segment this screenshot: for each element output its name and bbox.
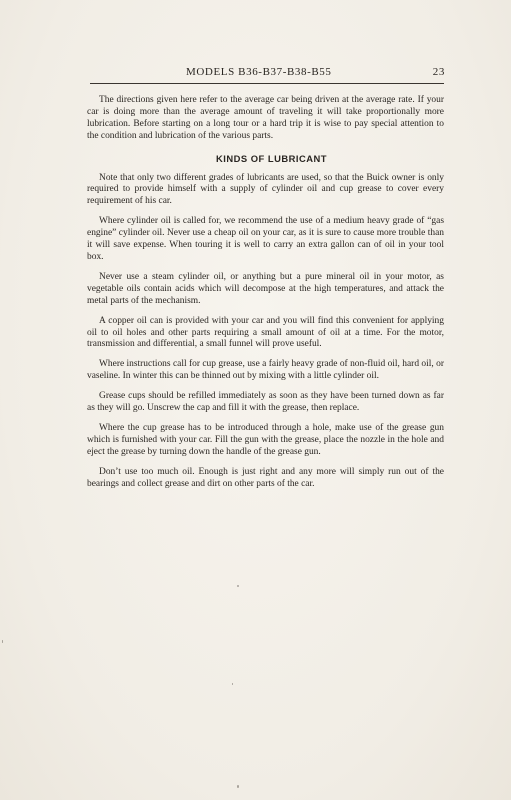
page-number: 23 bbox=[432, 66, 445, 78]
body-paragraph: Grease cups should be refilled immediately as soon as they have been turned down as far as they will go. Unscrew the cap and fill it with the grease, then replace. bbox=[87, 391, 444, 414]
paper-speck bbox=[232, 683, 233, 685]
paper-speck bbox=[2, 640, 3, 643]
paper-speck bbox=[237, 585, 239, 587]
page-body bbox=[87, 95, 444, 498]
section-heading: KINDS OF LUBRICANT bbox=[215, 152, 328, 164]
body-paragraph: Where the cup grease has to be introduced through a hole, make use of the grease gun which is furnished with your car. Fill the gun with the grease, place the nozzle in the hole and eject the grease by turning down the handle of the grease gun. bbox=[87, 422, 444, 457]
paper-speck bbox=[237, 785, 239, 788]
body-paragraph: Where cylinder oil is called for, we recommend the use of a medium heavy grade of “gas engine” cylinder oil. Never use a cheap oil on your car, as it is sure to cause more trouble than it will save expense. When touring it is well to carry an extra gallon can of oil in your tool box. bbox=[87, 216, 444, 262]
body-paragraph: Never use a steam cylinder oil, or anything but a pure mineral oil in your motor, as vegetable oils contain acids which will decompose at the high temperatures, and attack the metal parts of the mechanism. bbox=[87, 271, 444, 306]
body-paragraph: Don’t use too much oil. Enough is just right and any more will simply run out of the bearings and collect grease and dirt on other parts of the car. bbox=[87, 466, 444, 489]
header-title: MODELS B36-B37-B38-B55 bbox=[186, 66, 332, 78]
body-paragraph: A copper oil can is provided with your car and you will find this convenient for applying oil to oil holes and other parts requiring a small amount of oil at a time. For the motor, transmission and differential, a small funnel will prove useful. bbox=[87, 315, 444, 350]
intro-paragraph: The directions given here refer to the average car being driven at the average rate. If your car is doing more than the average amount of traveling it will take proportionally more lubrication. Before starting on a long tour or a hard trip it is wise to pay special attention to the condition and lubrication of the various parts. bbox=[87, 95, 444, 141]
running-header bbox=[90, 66, 445, 80]
header-rule bbox=[90, 83, 444, 84]
body-paragraph: Note that only two different grades of lubricants are used, so that the Buick owner is only required to provide himself with a supply of cylinder oil and cup grease to cover every requirement of his car. bbox=[87, 172, 444, 207]
body-paragraph: Where instructions call for cup grease, use a fairly heavy grade of non-fluid oil, hard oil, or vaseline. In winter this can be thinned out by mixing with a little cylinder oil. bbox=[87, 359, 444, 382]
